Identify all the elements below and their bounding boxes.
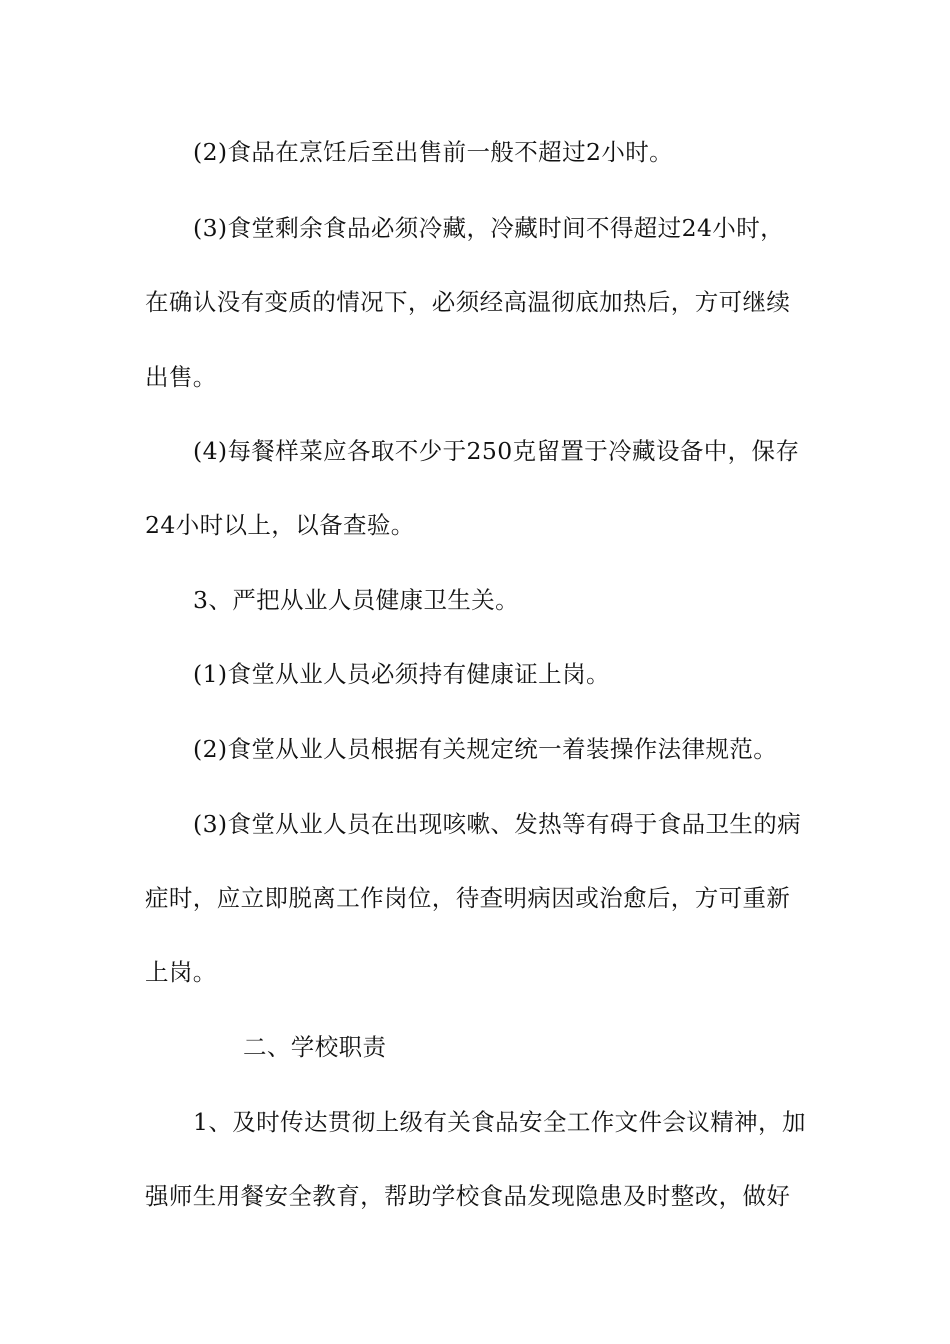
paragraph-line: 症时，应立即脱离工作岗位，待查明病因或治愈后，方可重新 (145, 884, 791, 912)
paragraph-line: 出售。 (145, 363, 217, 391)
paragraph-line: (1)食堂从业人员必须持有健康证上岗。 (193, 660, 610, 688)
paragraph-line: 上岗。 (145, 958, 217, 986)
section-heading: 二、学校职责 (243, 1033, 387, 1061)
section-item-title: 3、严把从业人员健康卫生关。 (193, 586, 520, 614)
paragraph-line: (3)食堂剩余食品必须冷藏，冷藏时间不得超过24小时， (193, 214, 784, 242)
paragraph-line: 强师生用餐安全教育，帮助学校食品发现隐患及时整改，做好 (145, 1182, 791, 1210)
paragraph-line: (4)每餐样菜应各取不少于250克留置于冷藏设备中，保存 (193, 437, 800, 465)
paragraph-line: 1、及时传达贯彻上级有关食品安全工作文件会议精神，加 (193, 1108, 806, 1136)
paragraph-line: (2)食品在烹饪后至出售前一般不超过2小时。 (193, 138, 674, 166)
paragraph-line: (2)食堂从业人员根据有关规定统一着装操作法律规范。 (193, 735, 778, 763)
paragraph-line: 在确认没有变质的情况下，必须经高温彻底加热后，方可继续 (145, 288, 791, 316)
paragraph-line: (3)食堂从业人员在出现咳嗽、发热等有碍于食品卫生的病 (193, 810, 802, 838)
paragraph-line: 24小时以上，以备查验。 (145, 511, 415, 539)
